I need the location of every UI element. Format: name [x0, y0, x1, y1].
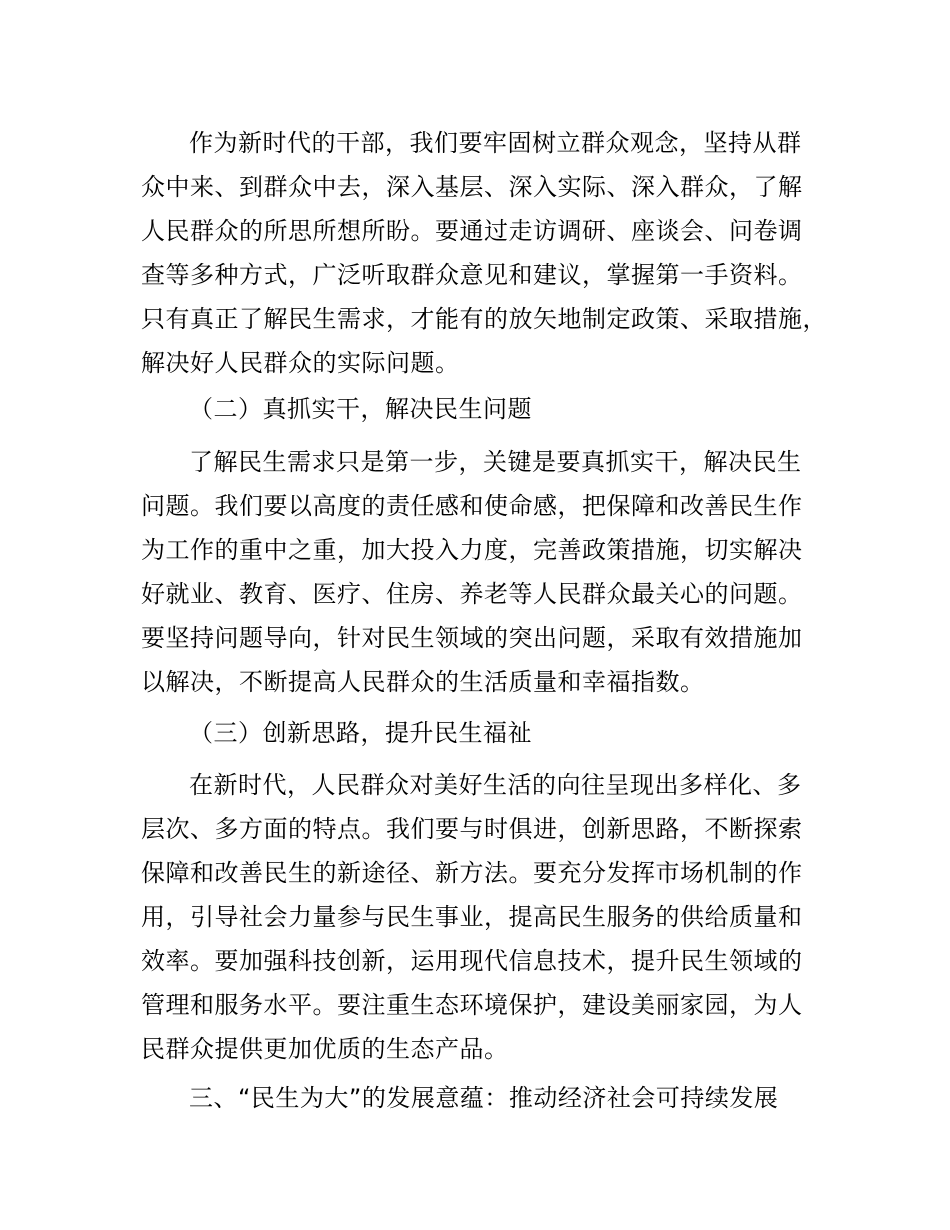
section-heading-3: （三）创新思路，提升民生福祉: [189, 719, 532, 747]
paragraph-3-line-7: 民群众提供更加优质的生态产品。: [141, 1035, 509, 1063]
paragraph-1-line-5: 只有真正了解民生需求，才能有的放矢地制定政策、采取措施，: [141, 305, 827, 333]
paragraph-3-line-3: 保障和改善民生的新途径、新方法。要充分发挥市场机制的作: [141, 859, 803, 887]
chapter-heading-3: 三、“民生为大”的发展意蕴：推动经济社会可持续发展: [189, 1084, 779, 1112]
paragraph-1-line-4: 查等多种方式，广泛听取群众意见和建议，掌握第一手资料。: [141, 261, 803, 289]
paragraph-1-line-1: 作为新时代的干部，我们要牢固树立群众观念，坚持从群: [189, 129, 802, 157]
paragraph-3-line-5: 效率。要加强科技创新，运用现代信息技术，提升民生领域的: [141, 947, 803, 975]
paragraph-1-line-2: 众中来、到群众中去，深入基层、深入实际、深入群众，了解: [141, 173, 803, 201]
paragraph-2-line-6: 以解决，不断提高人民群众的生活质量和幸福指数。: [141, 668, 705, 696]
paragraph-2-line-5: 要坚持问题导向，针对民生领域的突出问题，采取有效措施加: [141, 624, 803, 652]
paragraph-2-line-2: 问题。我们要以高度的责任感和使命感，把保障和改善民生作: [141, 492, 803, 520]
paragraph-2-line-4: 好就业、教育、医疗、住房、养老等人民群众最关心的问题。: [141, 580, 803, 608]
paragraph-1-line-3: 人民群众的所思所想所盼。要通过走访调研、座谈会、问卷调: [141, 217, 803, 245]
paragraph-3-line-4: 用，引导社会力量参与民生事业，提高民生服务的供给质量和: [141, 903, 803, 931]
paragraph-3-line-2: 层次、多方面的特点。我们要与时俱进，创新思路，不断探索: [141, 815, 803, 843]
paragraph-2-line-1: 了解民生需求只是第一步，关键是要真抓实干，解决民生: [189, 448, 802, 476]
paragraph-2-line-3: 为工作的重中之重，加大投入力度，完善政策措施，切实解决: [141, 536, 803, 564]
paragraph-3-line-1: 在新时代，人民群众对美好生活的向往呈现出多样化、多: [189, 771, 802, 799]
paragraph-1-line-6: 解决好人民群众的实际问题。: [141, 349, 460, 377]
section-heading-2: （二）真抓实干，解决民生问题: [189, 395, 532, 423]
paragraph-3-line-6: 管理和服务水平。要注重生态环境保护，建设美丽家园，为人: [141, 991, 803, 1019]
